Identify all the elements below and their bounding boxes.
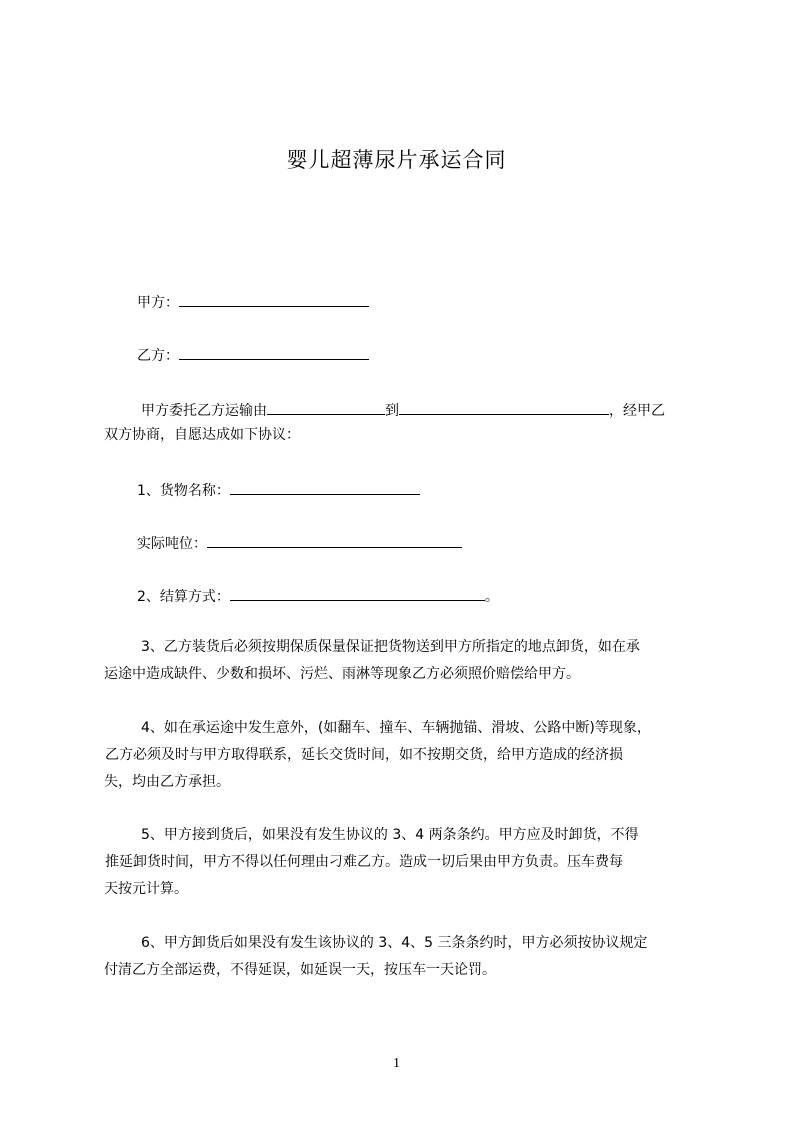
origin-blank	[267, 400, 385, 415]
party-b-line	[137, 345, 369, 365]
item4-line-3: 失，均由乙方承担。	[104, 774, 230, 790]
intro-line-1	[141, 400, 665, 420]
item4-line-1: 4、如在承运途中发生意外，(如翻车、撞车、车辆抛锚、滑坡、公路中断)等现象，	[141, 720, 651, 736]
intro-line-2: 双方协商，自愿达成如下协议：	[104, 427, 300, 443]
item6-line-1: 6、甲方卸货后如果没有发生该协议的 3、4、5 三条条约时，甲方必须按协议规定	[141, 935, 648, 951]
tonnage-blank	[207, 533, 462, 548]
goods-name-label: 1、货物名称：	[137, 483, 230, 499]
item6-line-2: 付清乙方全部运费，不得延误，如延误一天，按压车一天论罚。	[104, 962, 496, 978]
intro-part3: ，经甲乙	[609, 403, 665, 419]
party-b-blank	[179, 345, 369, 360]
item3-line-2: 运途中造成缺件、少数和损坏、污烂、雨淋等现象乙方必须照价赔偿给甲方。	[104, 666, 580, 682]
settlement-end: 。	[484, 589, 499, 605]
intro-part1: 甲方委托乙方运输由	[141, 403, 267, 419]
party-a-blank	[179, 292, 369, 307]
item5-line-1: 5、甲方接到货后，如果没有发生协议的 3、4 两条条约。甲方应及时卸货，不得	[141, 827, 639, 843]
item5-line-2: 推延卸货时间，甲方不得以任何理由刁难乙方。造成一切后果由甲方负责。压车费每	[105, 854, 623, 870]
item5-line-3: 天按元计算。	[104, 881, 188, 897]
document-title: 婴儿超薄尿片承运合同	[286, 148, 507, 172]
item4-line-2: 乙方必须及时与甲方取得联系，延长交货时间，如不按期交货，给甲方造成的经济损	[105, 747, 623, 763]
tonnage-label: 实际吨位：	[137, 536, 207, 552]
intro-part2: 到	[385, 403, 399, 419]
settlement-blank	[230, 586, 485, 601]
destination-blank	[399, 400, 609, 415]
settlement-line	[137, 586, 499, 606]
party-b-label: 乙方：	[137, 348, 179, 364]
goods-name-blank	[230, 480, 420, 495]
party-a-line	[137, 292, 369, 312]
goods-name-line	[137, 480, 420, 500]
tonnage-line	[137, 533, 462, 553]
party-a-label: 甲方：	[137, 295, 179, 311]
settlement-label: 2、结算方式：	[137, 589, 230, 605]
page-number: 1	[393, 1056, 400, 1071]
item3-line-1: 3、乙方装货后必须按期保质保量保证把货物送到甲方所指定的地点卸货，如在承	[141, 639, 640, 655]
